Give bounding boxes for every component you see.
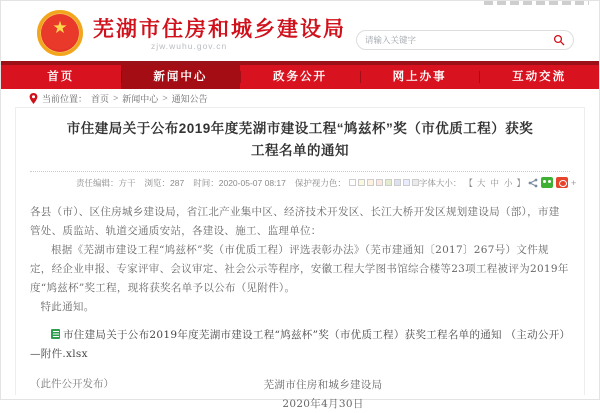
eyecolor-swatch[interactable] <box>367 179 374 186</box>
search-input[interactable] <box>365 35 553 45</box>
breadcrumb-news[interactable]: 新闻中心 <box>122 93 159 104</box>
nav-item-online-services[interactable]: 网上办事 <box>360 65 480 89</box>
article-title: 市住建局关于公布2019年度芜湖市建设工程“鸠兹杯”奖（市优质工程）获奖工程名单的通知 <box>66 121 534 159</box>
fontsize-small-button[interactable]: 小 <box>503 177 513 188</box>
breadcrumb-home[interactable]: 首页 <box>91 93 110 104</box>
meta-time: 时间：2020-05-07 08:17 <box>193 177 286 188</box>
breadcrumb-notices[interactable]: 通知公告 <box>171 93 208 104</box>
eyecolor-label: 保护视力色： <box>294 177 346 188</box>
eyecolor-swatches <box>349 179 419 186</box>
more-share-button[interactable]: + <box>570 177 577 188</box>
nav-item-interaction[interactable]: 互动交流 <box>479 65 599 89</box>
site-title: 芜湖市住房和城乡建设局 <box>93 18 346 41</box>
fontsize-label: 字体大小： <box>418 177 462 188</box>
eyecolor-swatch[interactable] <box>358 179 365 186</box>
site-header <box>1 1 599 61</box>
signature-date: 2020年4月30日 <box>282 397 364 410</box>
article-panel <box>15 107 585 410</box>
paragraph-recipients: 各县（市）、区住房城乡建设局，省江北产业集中区、经济技术开发区、长江大桥开发区规划建设局（部），市建管处、质监站、轨道交通质安站，各建设、施工、监理单位： <box>30 205 560 237</box>
breadcrumb-prefix: 当前位置： <box>42 93 88 104</box>
search-icon[interactable] <box>553 34 565 46</box>
nav-item-gov-affairs[interactable]: 政务公开 <box>240 65 360 89</box>
nav-item-home[interactable]: 首页 <box>47 71 75 83</box>
meta-editor: 责任编辑：方干 <box>76 177 136 188</box>
eyecolor-swatch[interactable] <box>349 179 356 186</box>
eyecolor-swatch[interactable] <box>412 179 419 186</box>
site-url: zjw.wuhu.gov.cn <box>151 41 228 51</box>
meta-views: 浏览：287 <box>144 177 185 188</box>
share-icon[interactable] <box>528 178 538 188</box>
fontsize-large-button[interactable]: 大 <box>476 177 486 188</box>
search-box[interactable] <box>356 30 574 50</box>
weibo-share-icon[interactable] <box>556 177 568 188</box>
main-nav <box>1 61 599 89</box>
eyecolor-swatch[interactable] <box>376 179 383 186</box>
eyecolor-swatch[interactable] <box>403 179 410 186</box>
excel-file-icon <box>51 329 60 339</box>
paragraph-main: 根据《芜湖市建设工程“鸠兹杯”奖（市优质工程）评选表彰办法》（芜市建通知〔2017〕267号）文件规定，经企业申报、专家评审、会议审定、社会公示等程序，安徽工程大学图书馆综合楼等23项工程被评为2019年度“鸠兹杯”奖工程，现将获奖名单予以公布（见附件）。 <box>30 243 569 294</box>
signature-agency: 芜湖市住房和城乡建设局 <box>263 379 383 392</box>
eyecolor-swatch[interactable] <box>394 179 401 186</box>
paragraph-notice: 特此通知。 <box>40 301 95 314</box>
location-pin-icon <box>29 93 38 104</box>
attachment-row <box>30 326 570 364</box>
wechat-share-icon[interactable] <box>541 177 553 188</box>
breadcrumb: 当前位置： 首页 > 新闻中心 > 通知公告 <box>1 89 599 107</box>
nav-item-news[interactable]: 新闻中心 <box>121 65 241 89</box>
attachment-link[interactable]: 市住建局关于公布2019年度芜湖市建设工程“鸠兹杯”奖（市优质工程）获奖工程名单的通知 （主动公开）—附件.xlsx <box>30 329 566 361</box>
eyecolor-swatch[interactable] <box>385 179 392 186</box>
fontsize-medium-button[interactable]: 中 <box>490 177 499 188</box>
public-release-note: （此件公开发布） <box>30 378 114 390</box>
top-right-links-cropped <box>484 1 589 5</box>
article-meta-bar: 责任编辑：方干 浏览：287 时间：2020-05-07 08:17 保护视力色： 字体大小： 【 大 中 小 】 + <box>30 171 570 193</box>
national-emblem-icon: ★ <box>37 10 83 56</box>
